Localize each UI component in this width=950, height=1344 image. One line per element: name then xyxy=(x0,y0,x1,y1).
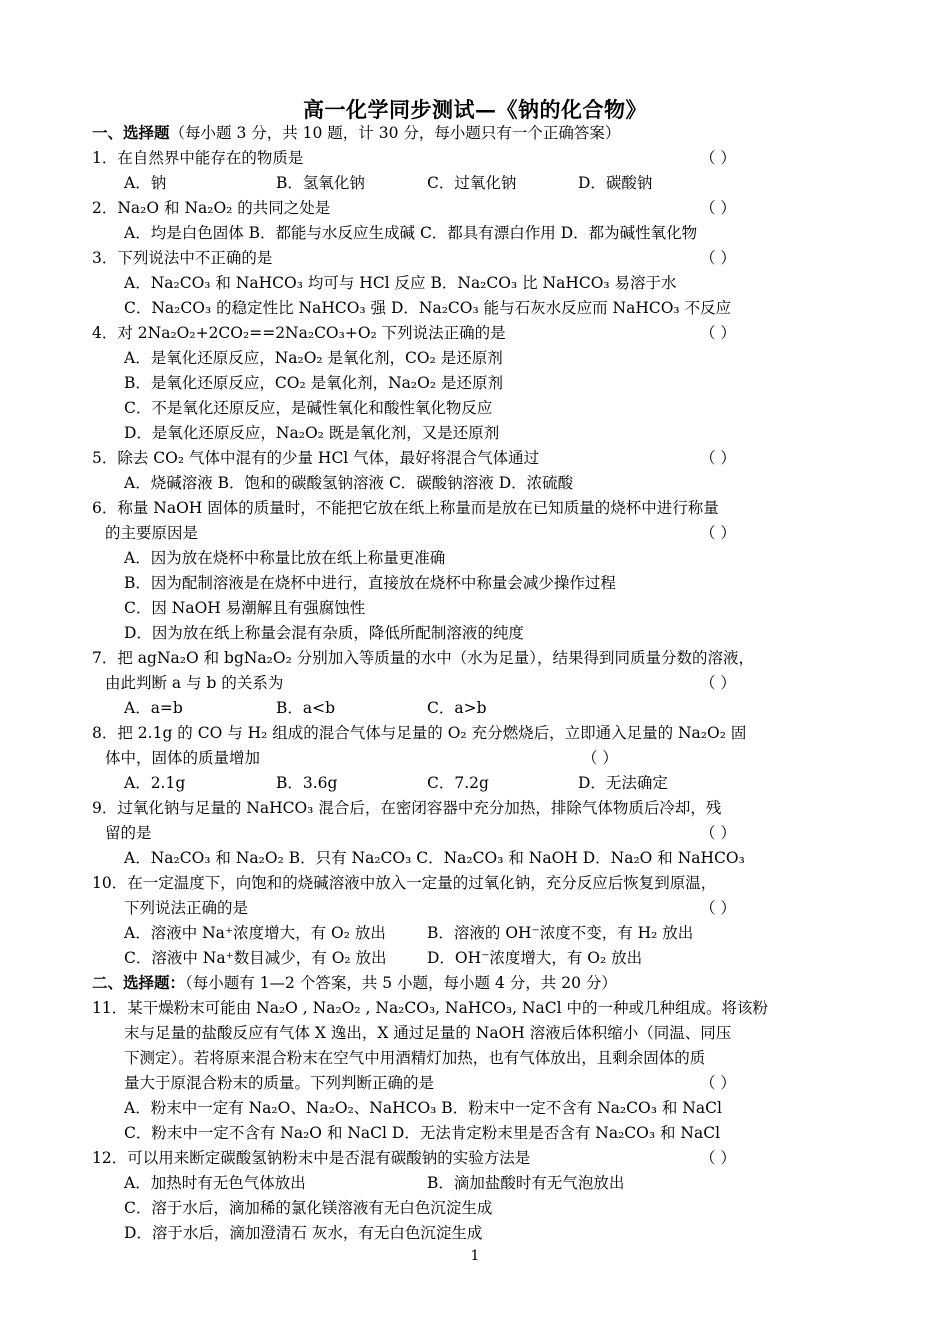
q1-option-a: A．钠 xyxy=(124,174,167,192)
question-5: 5．除去 CO₂ 气体中混有的少量 HCl 气体，最好将混合气体通过 xyxy=(92,449,540,467)
q6-option-d: D．因为放在纸上称量会混有杂质，降低所配制溶液的纯度 xyxy=(124,624,524,642)
q5-options: A．烧碱溶液 B．饱和的碳酸氢钠溶液 C．碳酸钠溶液 D．浓硫酸 xyxy=(124,474,574,492)
answer-paren-4: （ ） xyxy=(700,324,736,342)
q4-option-a: A．是氧化还原反应，Na₂O₂ 是氧化剂，CO₂ 是还原剂 xyxy=(124,349,503,367)
answer-paren-11: （ ） xyxy=(700,1074,736,1092)
q8-option-d: D．无法确定 xyxy=(578,774,668,792)
question-1: 1．在自然界中能存在的物质是 xyxy=(92,149,304,167)
q8-option-b: B．3.6g xyxy=(276,774,338,792)
section1-note: （每小题 3 分，共 10 题，计 30 分，每小题只有一个正确答案） xyxy=(169,124,621,142)
question-8-cont: 体中，固体的质量增加 xyxy=(105,749,261,767)
question-11: 11．某干燥粉末可能由 Na₂O , Na₂O₂ , Na₂CO₃, NaHCO₃, NaCl 中的一种或几种组成。将该粉 xyxy=(92,999,769,1017)
question-3: 3．下列说法中不正确的是 xyxy=(92,249,273,267)
answer-paren-8: （ ） xyxy=(582,749,618,767)
question-4: 4．对 2Na₂O₂+2CO₂==2Na₂CO₃+O₂ 下列说法正确的是 xyxy=(92,324,506,342)
question-8: 8．把 2.1g 的 CO 与 H₂ 组成的混合气体与足量的 O₂ 充分燃烧后，立即通入足量的 Na₂O₂ 固 xyxy=(92,724,747,742)
q6-option-b: B．因为配制溶液是在烧杯中进行，直接放在烧杯中称量会减少操作过程 xyxy=(124,574,616,592)
q12-option-c: C．溶于水后，滴加稀的氯化镁溶液有无白色沉淀生成 xyxy=(124,1199,493,1217)
page-title: 高一化学同步测试—《钠的化合物》 xyxy=(303,97,647,122)
question-11-cont-1: 末与足量的盐酸反应有气体 X 逸出，X 通过足量的 NaOH 溶液后体积缩小（同温、同压 xyxy=(124,1024,732,1042)
answer-paren-10: （ ） xyxy=(700,899,736,917)
q7-option-a: A．a=b xyxy=(124,699,183,717)
q6-option-a: A．因为放在烧杯中称量比放在纸上称量更准确 xyxy=(124,549,446,567)
question-9: 9．过氧化钠与足量的 NaHCO₃ 混合后，在密闭容器中充分加热，排除气体物质后冷却，残 xyxy=(92,799,722,817)
q11-options-ab: A．粉末中一定有 Na₂O、Na₂O₂、NaHCO₃ B．粉末中一定不含有 Na₂CO₃ 和 NaCl xyxy=(124,1099,722,1117)
question-2: 2．Na₂O 和 Na₂O₂ 的共同之处是 xyxy=(92,199,331,217)
q10-option-c: C．溶液中 Na⁺数目减少，有 O₂ 放出 xyxy=(124,949,387,967)
q4-option-c: C．不是氧化还原反应，是碱性氧化和酸性氧化物反应 xyxy=(124,399,493,417)
q8-option-a: A．2.1g xyxy=(124,774,186,792)
answer-paren-7: （ ） xyxy=(700,674,736,692)
q1-option-c: C．过氧化钠 xyxy=(427,174,517,192)
q3-options-cd: C．Na₂CO₃ 的稳定性比 NaHCO₃ 强 D．Na₂CO₃ 能与石灰水反应而 NaHCO₃ 不反应 xyxy=(124,299,732,317)
q4-option-b: B．是氧化还原反应，CO₂ 是氧化剂，Na₂O₂ 是还原剂 xyxy=(124,374,503,392)
q1-option-b: B．氢氧化钠 xyxy=(276,174,365,192)
question-6-cont: 的主要原因是 xyxy=(105,524,199,542)
question-6: 6．称量 NaOH 固体的质量时，不能把它放在纸上称量而是放在已知质量的烧杯中进行称量 xyxy=(92,499,719,517)
q6-option-c: C．因 NaOH 易潮解且有强腐蚀性 xyxy=(124,599,366,617)
answer-paren-6: （ ） xyxy=(700,524,736,542)
question-7: 7．把 agNa₂O 和 bgNa₂O₂ 分别加入等质量的水中（水为足量），结果得到同质量分数的溶液， xyxy=(92,649,754,667)
section2-header xyxy=(92,972,617,994)
page-number: 1 xyxy=(470,1248,480,1264)
section2-head: 二、选择题： xyxy=(92,973,186,992)
q8-option-c: C．7.2g xyxy=(427,774,489,792)
section1-header xyxy=(92,122,620,144)
question-10-cont: 下列说法正确的是 xyxy=(124,899,249,917)
q2-options: A．均是白色固体 B．都能与水反应生成碱 C．都具有漂白作用 D．都为碱性氧化物 xyxy=(124,224,698,242)
q1-option-d: D．碳酸钠 xyxy=(578,174,653,192)
answer-paren-3: （ ） xyxy=(700,249,736,267)
answer-paren-5: （ ） xyxy=(700,449,736,467)
q3-options-ab: A．Na₂CO₃ 和 NaHCO₃ 均可与 HCl 反应 B．Na₂CO₃ 比 NaHCO₃ 易溶于水 xyxy=(124,274,677,292)
q12-option-b: B．滴加盐酸时有无气泡放出 xyxy=(427,1174,625,1192)
q12-option-a: A．加热时有无色气体放出 xyxy=(124,1174,306,1192)
question-7-cont: 由此判断 a 与 b 的关系为 xyxy=(105,674,284,692)
question-12: 12．可以用来断定碳酸氢钠粉末中是否混有碳酸钠的实验方法是 xyxy=(92,1149,531,1167)
answer-paren-9: （ ） xyxy=(700,824,736,842)
q10-option-b: B．溶液的 OH⁻浓度不变，有 H₂ 放出 xyxy=(427,924,694,942)
q10-option-a: A．溶液中 Na⁺浓度增大，有 O₂ 放出 xyxy=(124,924,386,942)
section1-head: 一、选择题 xyxy=(92,123,170,142)
q10-option-d: D．OH⁻浓度增大，有 O₂ 放出 xyxy=(427,949,643,967)
q12-option-d: D．溶于水后，滴加澄清石 灰水，有无白色沉淀生成 xyxy=(124,1224,483,1242)
answer-paren-2: （ ） xyxy=(700,199,736,217)
q7-option-b: B．a<b xyxy=(276,699,336,717)
q11-options-cd: C．粉末中一定不含有 Na₂O 和 NaCl D．无法肯定粉末里是否含有 Na₂CO₃ 和 NaCl xyxy=(124,1124,721,1142)
question-11-cont-3: 量大于原混合粉末的质量。下列判断正确的是 xyxy=(124,1074,435,1092)
q9-options: A．Na₂CO₃ 和 Na₂O₂ B．只有 Na₂CO₃ C．Na₂CO₃ 和 NaOH D．Na₂O 和 NaHCO₃ xyxy=(124,849,745,867)
answer-paren-12: （ ） xyxy=(700,1149,736,1167)
answer-paren-1: （ ） xyxy=(700,149,736,167)
q4-option-d: D．是氧化还原反应，Na₂O₂ 既是氧化剂，又是还原剂 xyxy=(124,424,500,442)
question-11-cont-2: 下测定）。若将原来混合粉末在空气中用酒精灯加热，也有气体放出，且剩余固体的质 xyxy=(124,1049,706,1067)
question-10: 10．在一定温度下，向饱和的烧碱溶液中放入一定量的过氧化钠，充分反应后恢复到原温， xyxy=(92,874,717,892)
q7-option-c: C．a>b xyxy=(427,699,487,717)
section2-note: （每小题有 1—2 个答案，共 5 小题，每小题 4 分，共 20 分） xyxy=(185,974,617,992)
question-9-cont: 留的是 xyxy=(105,824,152,842)
